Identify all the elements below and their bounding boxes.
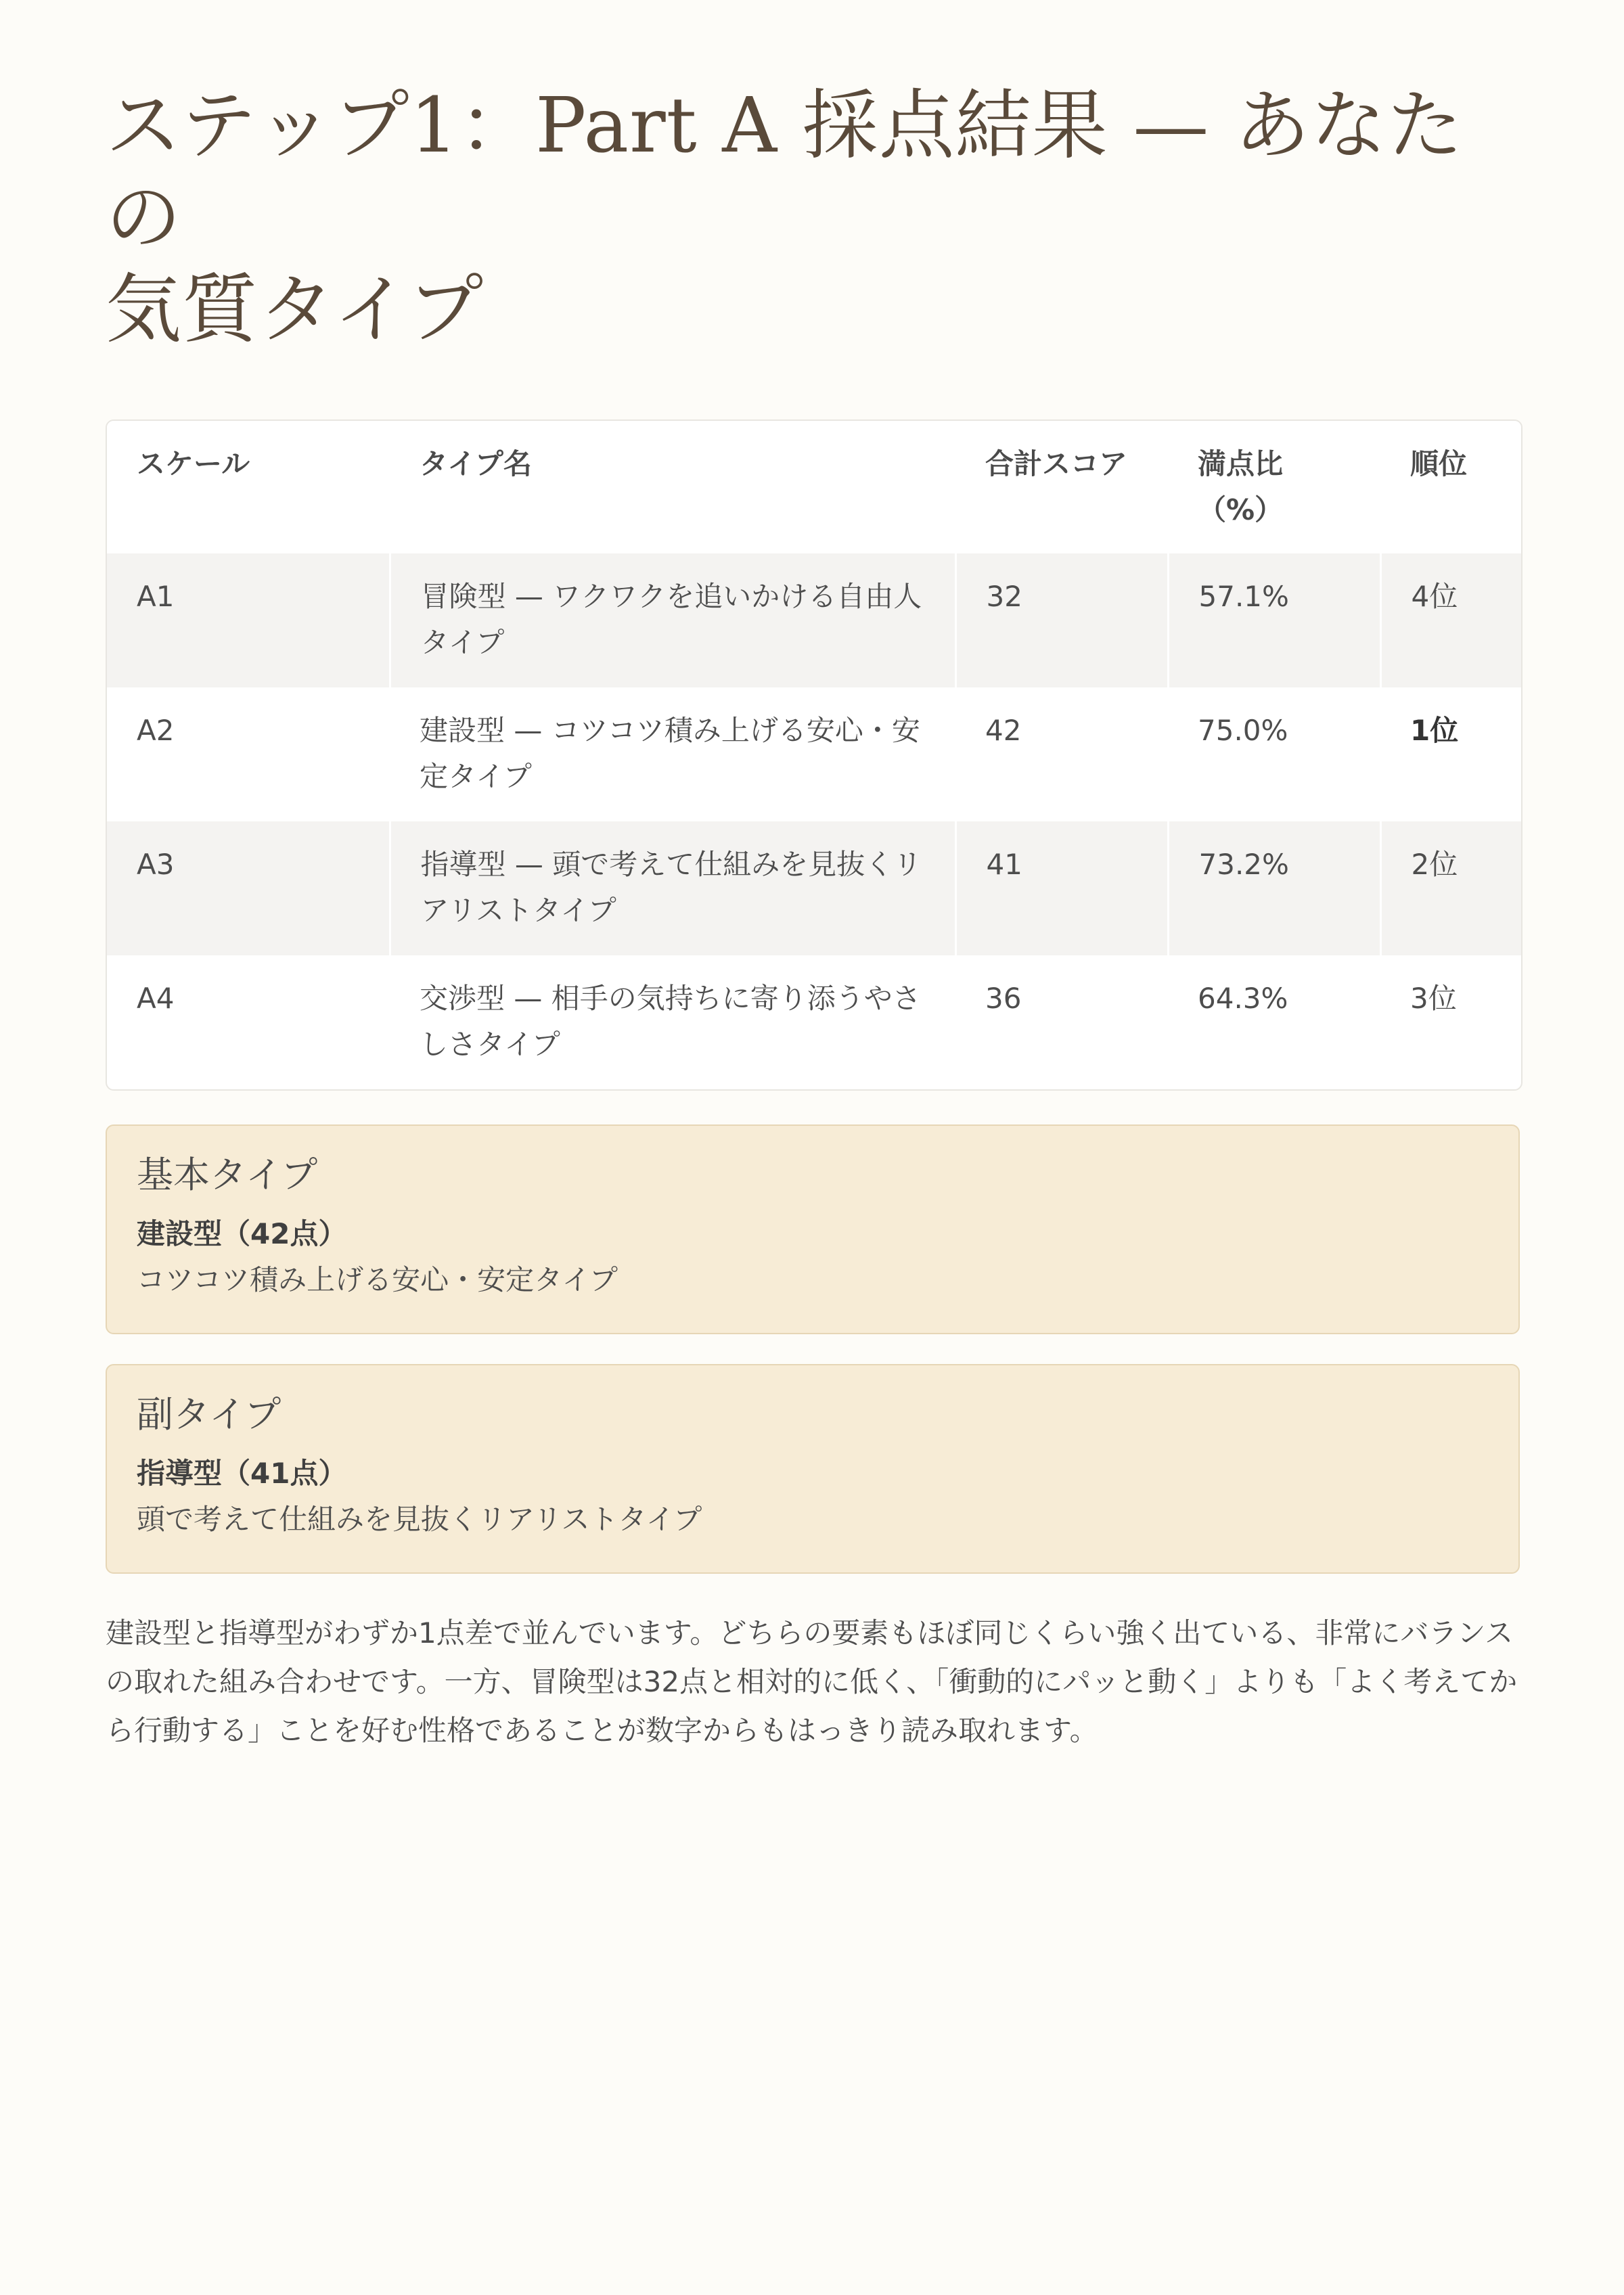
cell-type-name: 交渉型 — 相手の気持ちに寄り添うやさしさタイプ: [420, 982, 921, 1061]
header-scale: スケール: [107, 421, 390, 553]
page-title-line-2: 気質タイプ: [106, 266, 484, 354]
header-type-name: タイプ名: [390, 421, 955, 553]
page-title-line-1: ステップ1：Part A 採点結果 — あなたの: [106, 82, 1464, 262]
sub-type-card: [106, 1364, 1520, 1574]
cell-type-name: 建設型 — コツコツ積み上げる安心・安定タイプ: [420, 714, 920, 793]
cell-ratio: 57.1%: [1168, 553, 1380, 687]
cell-total-score: 41: [955, 821, 1168, 955]
page-title: [106, 80, 1520, 356]
cell-type-name: 指導型 — 頭で考えて仕組みを見抜くリアリストタイプ: [390, 821, 955, 955]
document-page: [106, 0, 1520, 1783]
cell-total-score: 42: [985, 714, 1022, 747]
table-row: [107, 821, 1521, 955]
cell-scale: A4: [137, 982, 175, 1015]
cell-rank: 2位: [1380, 821, 1521, 955]
cell-ratio: 73.2%: [1168, 821, 1380, 955]
cell-rank: 3位: [1410, 982, 1457, 1015]
header-ratio: 満点比（%）: [1168, 421, 1380, 553]
cell-scale: A1: [107, 553, 390, 687]
table-header-row: [107, 421, 1521, 553]
header-total-score: 合計スコア: [955, 421, 1168, 553]
header-rank: 順位: [1380, 421, 1521, 553]
cell-rank: 1位: [1410, 714, 1459, 747]
sub-type-heading: 副タイプ: [137, 1393, 281, 1436]
basic-type-name: 建設型（42点）: [137, 1217, 347, 1250]
table-row: [107, 553, 1521, 687]
table-row: [107, 955, 1521, 1089]
summary-paragraph: 建設型と指導型がわずか1点差で並んでいます。どちらの要素もほぼ同じくらい強く出ている、非常にバランスの取れた組み合わせです。一方、冒険型は32点と相対的に低く、「衝動的にパッと動く」よりも「よく考えてから行動する」ことを好む性格であることが数字からもはっきり読み取れます。: [106, 1616, 1518, 1747]
score-table: [106, 419, 1522, 1091]
cell-scale: A3: [107, 821, 390, 955]
cell-rank: 4位: [1380, 553, 1521, 687]
table-row: [107, 687, 1521, 821]
cell-scale: A2: [137, 714, 175, 747]
basic-type-description: コツコツ積み上げる安心・安定タイプ: [137, 1263, 618, 1296]
basic-type-heading: 基本タイプ: [137, 1154, 318, 1196]
sub-type-description: 頭で考えて仕組みを見抜くリアリストタイプ: [137, 1503, 702, 1536]
cell-total-score: 32: [955, 553, 1168, 687]
cell-type-name: 冒険型 — ワクワクを追いかける自由人タイプ: [390, 553, 955, 687]
basic-type-card: [106, 1124, 1520, 1334]
cell-total-score: 36: [985, 982, 1022, 1015]
sub-type-name: 指導型（41点）: [137, 1457, 347, 1490]
cell-ratio: 64.3%: [1198, 982, 1288, 1015]
cell-ratio: 75.0%: [1198, 714, 1288, 747]
